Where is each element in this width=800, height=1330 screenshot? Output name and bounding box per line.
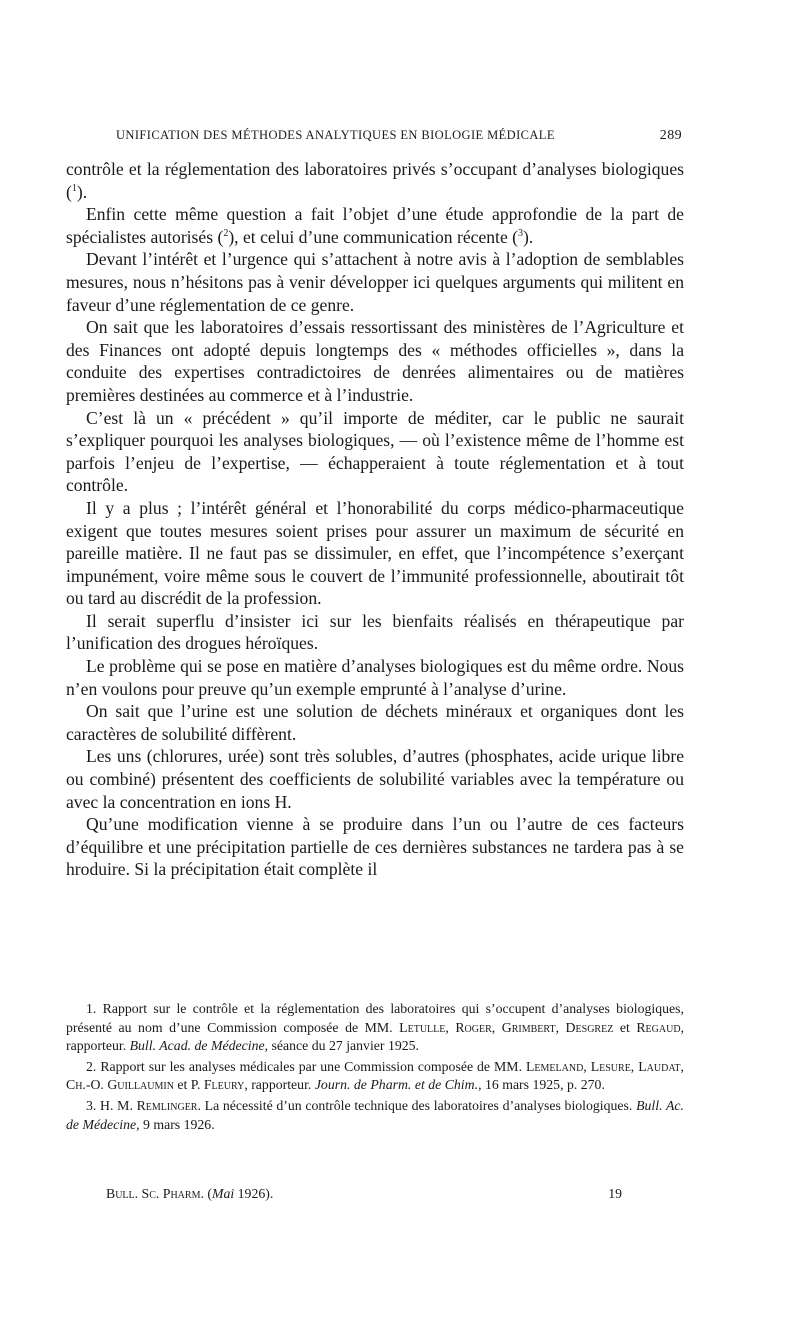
paragraph-8: Le problème qui se pose en matière d’analyses biologiques est du même ordre. Nous n’en voulons pour preuve qu’un exemple emprunté à l’analyse d’urine. — [66, 656, 684, 699]
paragraph-6: Il y a plus ; l’intérêt général et l’honorabilité du corps médico-pharmaceutique exigent que toutes mesures soient prises pour assurer un maximum de sécurité en pareille matière. Il ne faut pas se dissimuler, en effet, que l’incompétence s’exerçant impunément, voire même sous le couvert de l’immunité professionnelle, aboutirait tôt ou tard au discrédit de la profession. — [66, 497, 684, 609]
footer-citation — [106, 1186, 273, 1202]
journal-title: Bull. Ac. de Médecine — [66, 1097, 684, 1132]
footnote-2 — [66, 1058, 684, 1095]
page-number: 289 — [659, 128, 682, 143]
text: ), et celui d’une communication récente ( — [228, 226, 519, 247]
author-names: Lemeland, Lesure, Laudat, Ch.-O. Guillaumin — [66, 1058, 684, 1093]
journal-title: Journ. de Pharm. et de Chim. — [314, 1077, 479, 1093]
text: , séance du 27 janvier 1925. — [264, 1038, 419, 1054]
author-name: Remlinger — [136, 1097, 198, 1113]
text: 3. H. M. — [86, 1097, 137, 1113]
text: , 9 mars 1926. — [136, 1116, 215, 1132]
text: et P. — [173, 1077, 204, 1093]
paragraph-1 — [66, 158, 684, 203]
text: Enfin cette même question a fait l’objet d’une étude approfondie de la part de spécialistes autorisés ( — [66, 204, 684, 247]
author-name: Regaud — [636, 1019, 681, 1035]
signature-mark: 19 — [608, 1186, 622, 1201]
text: , 16 mars 1925, p. 270. — [478, 1077, 605, 1093]
text: , rapporteur. — [244, 1077, 315, 1093]
footnote-3 — [66, 1097, 684, 1134]
running-title: UNIFICATION DES MÉTHODES ANALYTIQUES EN BIOLOGIE MÉDICALE — [116, 128, 555, 142]
paragraph-5: C’est là un « précédent » qu’il importe de méditer, car le public ne saurait s’expliquer pourquoi les analyses biologiques, — où l’existence même de l’homme est parfois l’enjeu de l’expertise, — échapperaient à toute réglementation et à tout contrôle. — [66, 407, 684, 496]
author-names: Letulle, Roger, Grimbert, Desgrez — [399, 1019, 614, 1035]
body-text — [66, 158, 684, 881]
footnote-1 — [66, 1000, 684, 1056]
running-head — [116, 128, 684, 146]
author-name: Fleury — [203, 1077, 245, 1093]
text: ). — [523, 226, 534, 247]
text: contrôle et la réglementation des laboratoires privés s’occupant d’analyses biologiques ( — [66, 159, 684, 202]
text: ). — [76, 181, 88, 202]
text: 1. Rapport sur le contrôle et la réglementation des laboratoires qui s’occupent d’analyses biologiques, présenté au nom d’une Commission composée de MM. — [66, 1001, 684, 1035]
issue-year: 1926). — [234, 1186, 274, 1201]
paragraph-9: On sait que l’urine est une solution de déchets minéraux et organiques dont les caractères de solubilité diffèrent. — [66, 701, 684, 744]
text: et — [613, 1019, 637, 1035]
text: . La nécessité d’un contrôle technique des laboratoires d’analyses biologiques. — [197, 1097, 637, 1113]
footnote-ref-3: 3 — [518, 227, 524, 239]
paragraph-4: On sait que les laboratoires d’essais ressortissant des ministères de l’Agriculture et des Finances ont adopté depuis longtemps des « méthodes officielles », dans la conduite des expertises contradictoires de denrées alimentaires ou de matières premières destinées au commerce et à l’industrie. — [66, 317, 684, 405]
text: , rapporteur. — [66, 1019, 684, 1054]
text: ( — [203, 1186, 212, 1201]
footnotes — [66, 1000, 684, 1136]
paragraph-11: Qu’une modification vienne à se produire dans l’un ou l’autre de ces facteurs d’équilibre et une précipitation partielle de ces dernières substances ne tardera pas à se hroduire. Si la précipitation était complète il — [66, 814, 684, 880]
page-footer — [66, 1186, 684, 1206]
journal-title: Bull. Acad. de Médecine — [129, 1038, 265, 1054]
paragraph-7: Il serait superflu d’insister ici sur les bienfaits réalisés en thérapeutique par l’unification des drogues héroïques. — [66, 610, 684, 654]
text: 2. Rapport sur les analyses médicales par une Commission composée de MM. — [86, 1058, 526, 1074]
issue-month: Mai — [211, 1186, 235, 1201]
page — [66, 0, 684, 1330]
paragraph-10: Les uns (chlorures, urée) sont très solubles, d’autres (phosphates, acide urique libre ou combiné) présentent des coefficients de solubilité variables avec la température ou avec la concentration en ions H. — [66, 746, 684, 812]
footnote-ref-2: 2 — [223, 227, 229, 239]
journal-abbrev: Bull. Sc. Pharm. — [106, 1186, 204, 1201]
paragraph-2 — [66, 203, 684, 248]
footnote-ref-1: 1 — [71, 182, 77, 194]
paragraph-3: Devant l’intérêt et l’urgence qui s’attachent à notre avis à l’adoption de semblables mesures, nous n’hésitons pas à venir développer ici quelques arguments qui militent en faveur d’une réglementation de ce genre. — [66, 249, 684, 315]
